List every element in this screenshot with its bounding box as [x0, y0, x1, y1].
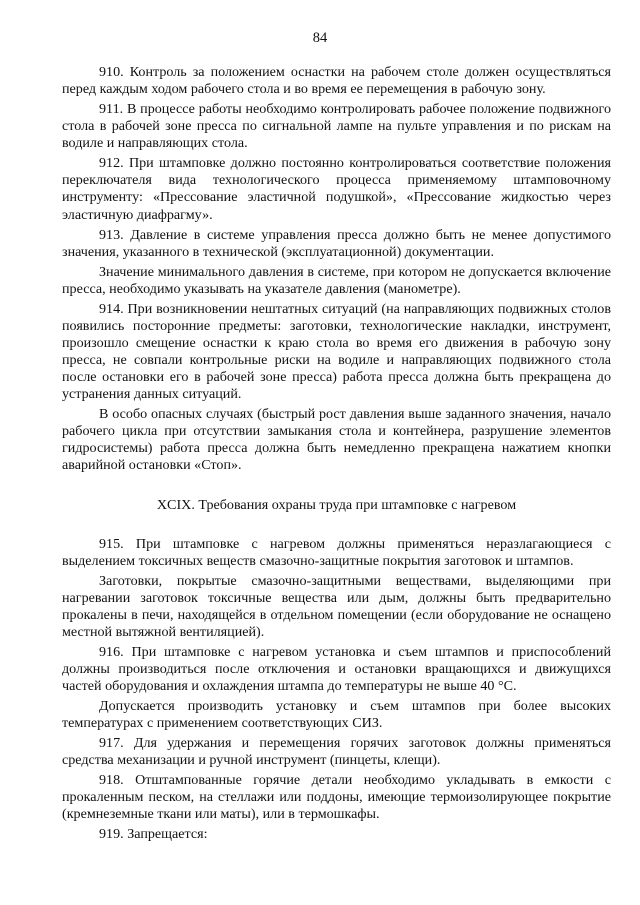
paragraph-914-note: В особо опасных случаях (быстрый рост давления выше заданного значения, начало рабочего цикла при отсутствии замыкания стола и контейнера, разрушение элементов гидросистемы) работа пресса должна быть немедленно прекращена нажатием кнопки аварийной остановки «Стоп».	[62, 406, 611, 474]
paragraph-912: 912. При штамповке должно постоянно контролироваться соответствие положения переключателя вида технологического процесса применяемому штамповочному инструменту: «Прессование эластичной подушкой», «Прессование жидкостью через эластичную диафрагму».	[62, 155, 611, 223]
paragraph-915-note: Заготовки, покрытые смазочно-защитными веществами, выделяющими при нагревании заготовок токсичные вещества или дым, должны быть предварительно прокалены в печи, находящейся в отдельном помещении (если оборудование не оснащено местной вытяжной вентиляцией).	[62, 572, 611, 640]
paragraph-916-note: Допускается производить установку и съем штампов при более высоких температурах с применением соответствующих СИЗ.	[62, 698, 611, 732]
paragraph-911: 911. В процессе работы необходимо контролировать рабочее положение подвижного стола в рабочей зоне пресса по сигнальной лампе на пульте управления и по рискам на водиле и направляющих стола.	[62, 101, 611, 152]
paragraph-915: 915. При штамповке с нагревом должны применяться неразлагающиеся с выделением токсичных веществ смазочно-защитные покрытия заготовок и штампов.	[62, 535, 611, 569]
paragraph-913: 913. Давление в системе управления пресса должно быть не менее допустимого значения, указанного в технической (эксплуатационной) документации.	[62, 226, 611, 260]
document-body	[62, 64, 611, 846]
section-heading: XCIX. Требования охраны труда при штамповке с нагревом	[156, 496, 517, 513]
paragraph-910: 910. Контроль за положением оснастки на рабочем столе должен осуществляться перед каждым ходом рабочего стола и во время ее перемещения в рабочую зону.	[62, 64, 611, 98]
paragraph-919: 919. Запрещается:	[99, 826, 208, 843]
paragraph-913-note: Значение минимального давления в системе, при котором не допускается включение пресса, необходимо указывать на указателе давления (манометре).	[62, 263, 611, 297]
paragraph-916: 916. При штамповке с нагревом установка и съем штампов и приспособлений должны производиться после отключения и остановки вращающихся и движущихся частей оборудования и охлаждения штампа до температуры не выше 40 °С.	[62, 643, 611, 695]
paragraph-914: 914. При возникновении нештатных ситуаций (на направляющих подвижных столов появились посторонние предметы: заготовки, технологические накладки, инструмент, произошло смещение оснастки к краю стола во время его движения в рабочую зону пресса, не совпали контрольные риски на водиле и направляющих подвижного стола после остановки его в рабочей зоне пресса) работа пресса должна быть прекращена до устранения данных ситуаций.	[62, 300, 611, 403]
paragraph-917: 917. Для удержания и перемещения горячих заготовок должны применяться средства механизации и ручной инструмент (пинцеты, клещи).	[62, 735, 611, 769]
paragraph-918: 918. Отштампованные горячие детали необходимо укладывать в емкости с прокаленным песком, на стеллажи или поддоны, имеющие термоизолирующее покрытие (кремнеземные ткани или маты), или в термошкафы.	[62, 772, 611, 823]
page-number: 84	[312, 30, 328, 46]
